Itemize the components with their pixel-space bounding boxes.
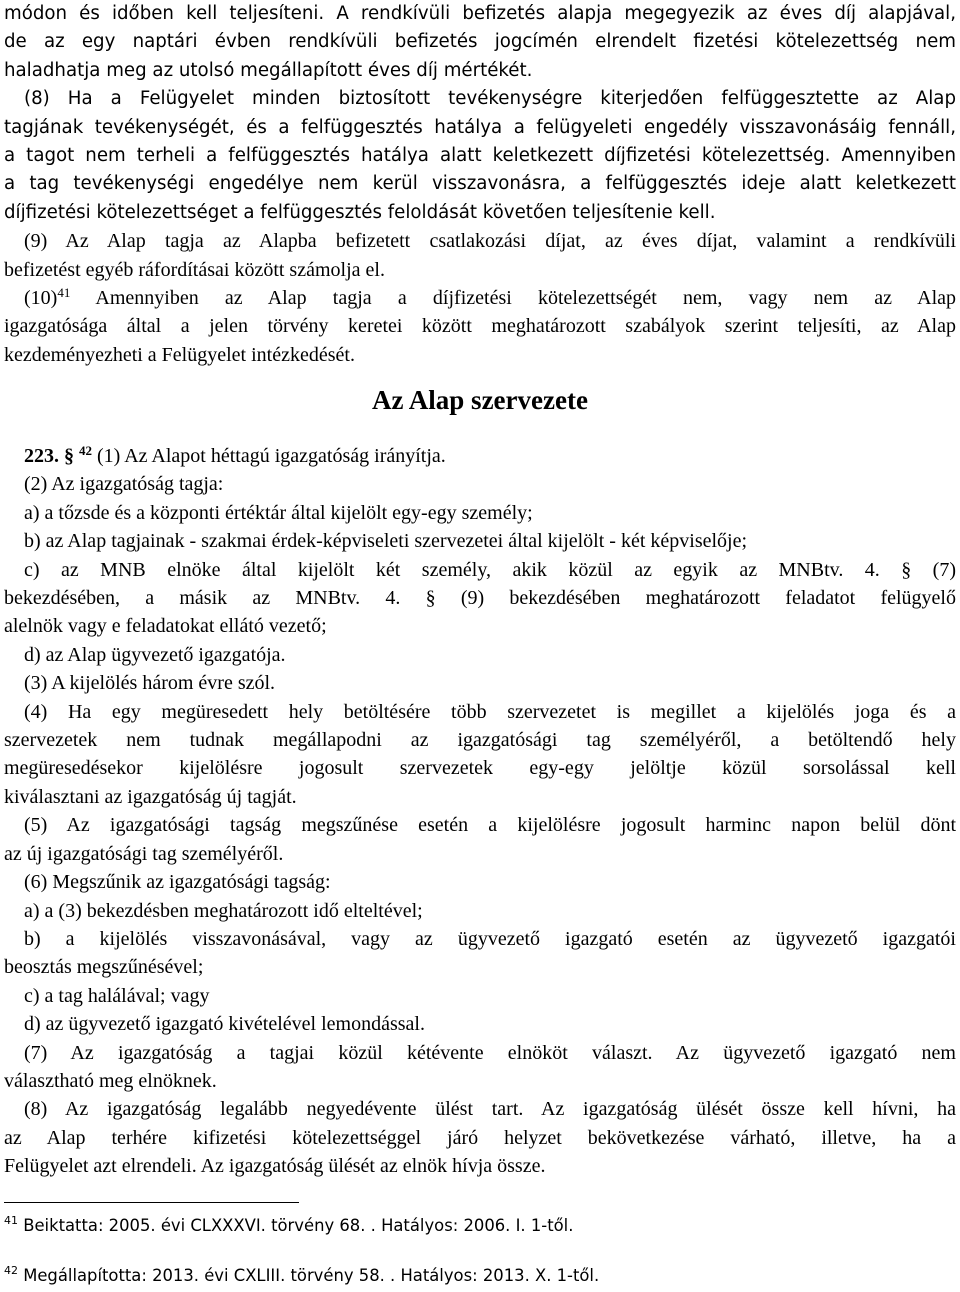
line-text: megüresedésekor kijelölésre jogosult szervezetek egy-egy jelöltje közül sorsolással kell — [4, 757, 956, 780]
line-text: (9) Az Alap tagja az Alapba befizetett csatlakozási díjat, az éves díjat, valamint a rendkívüli — [24, 230, 956, 253]
text-line — [4, 85, 956, 113]
line-text: befizetést egyéb ráfordításai között számolja el. — [4, 258, 385, 281]
text-line — [4, 57, 956, 85]
footnote-42 — [4, 1266, 599, 1285]
text-line — [4, 584, 956, 612]
footnote-text: Beiktatta: 2005. évi CLXXXVI. törvény 68. . Hatályos: 2006. I. 1-től. — [18, 1216, 574, 1235]
footnote-number: 41 — [4, 1214, 18, 1227]
text-line — [4, 199, 956, 227]
line-text: (4) Ha egy megüresedett hely betöltésére több szervezetet is megillet a kijelölés joga és a — [24, 700, 956, 723]
line-text: a tagot nem terheli a felfüggesztés hatálya alatt keletkezett díjfizetési kötelezettség. Amennyiben — [4, 145, 956, 167]
footnote-ref: 41 — [57, 285, 71, 301]
text-line — [4, 783, 956, 811]
text-line — [4, 1124, 956, 1152]
line-text: de az egy naptári évben rendkívüli befizetés jogcímén elrendelt fizetési kötelezettség nem — [4, 31, 956, 53]
text-line — [4, 754, 956, 782]
line-text: bekezdésében, a másik az MNBtv. 4. § (9) bekezdésében meghatározott feladatot felügyelő — [4, 587, 956, 610]
text-line — [4, 612, 956, 640]
text-line — [4, 925, 956, 953]
section-heading: Az Alap szervezete — [372, 385, 588, 415]
line-text: Felügyelet azt elrendeli. Az igazgatóság ülését az elnök hívja össze. — [4, 1155, 546, 1178]
line-text: b) az Alap tagjainak - szakmai érdek-képviseleti szervezetei által kijelölt - két képviselője; — [24, 530, 748, 553]
line-text: a) a tőzsde és a központi értéktár által kijelölt egy-egy személy; — [24, 501, 533, 524]
text-line — [4, 527, 956, 555]
text-line — [4, 641, 956, 669]
section-mark: § — [64, 445, 74, 467]
line-text: beosztás megszűnésével; — [4, 956, 204, 979]
line-text: (8) Az igazgatóság legalább negyedévente ülést tart. Az igazgatóság ülését össze kell hívni, ha — [24, 1098, 956, 1121]
text-line — [4, 897, 956, 925]
footnote-ref: 42 — [79, 443, 92, 458]
text-line — [4, 556, 956, 584]
line-text: választható meg elnöknek. — [4, 1069, 217, 1092]
footnote-separator — [4, 1202, 299, 1203]
line-text: kiválasztani az igazgatóság új tagját. — [4, 785, 297, 808]
line-text: haladhatja meg az utolsó megállapított éves díj mértékét. — [4, 59, 533, 81]
text-line — [4, 1095, 956, 1123]
text-line — [4, 114, 956, 142]
line-text: (7) Az igazgatóság a tagjai közül kétévente elnököt választ. Az ügyvezető igazgató nem — [24, 1041, 956, 1064]
text-line — [4, 982, 956, 1010]
text-line — [4, 868, 956, 896]
line-text: (8) Ha a Felügyelet minden biztosított tevékenységre kiterjedően felfüggesztette az Alap — [24, 88, 956, 110]
text-line — [4, 698, 956, 726]
line-text: c) az MNB elnöke által kijelölt két személy, akik közül az egyik az MNBtv. 4. § (7) — [24, 558, 956, 581]
section-header-line — [4, 442, 956, 470]
text-line — [4, 1067, 956, 1095]
body-text-top — [4, 0, 956, 284]
line-text: tagjának tevékenységét, és a felfüggesztés hatálya a felügyeleti engedély visszavonásáig fennáll, — [4, 116, 956, 138]
line-text: alelnök vagy e feladatokat ellátó vezető; — [4, 615, 327, 638]
text-line — [4, 28, 956, 56]
line-text: (6) Megszűnik az igazgatósági tagság: — [24, 871, 331, 894]
section-number: 223. — [24, 445, 59, 467]
line-text: az Alap terhére kifizetési kötelezettséggel járó helyzet bekövetkezése várható, illetve, ha a — [4, 1126, 956, 1149]
text-line — [4, 669, 956, 697]
text-line — [4, 811, 956, 839]
text-line — [4, 170, 956, 198]
line-text: az új igazgatósági tag személyéről. — [4, 842, 284, 865]
section-lines — [4, 470, 956, 1180]
line-text: Amennyiben az Alap tagja a díjfizetési kötelezettségét nem, vagy nem az Alap — [70, 287, 956, 310]
text-line — [4, 227, 956, 255]
line-text: díjfizetési kötelezettséget a felfüggesztés feloldását követően teljesítenie kell. — [4, 201, 716, 223]
line-text: b) a kijelölés visszavonásával, vagy az ügyvezető igazgató esetén az ügyvezető igazgatói — [24, 927, 956, 950]
line-text: c) a tag halálával; vagy — [24, 984, 210, 1007]
text-line — [4, 953, 956, 981]
text-line — [4, 840, 956, 868]
line-text: d) az ügyvezető igazgató kivételével lemondással. — [24, 1013, 425, 1036]
footnote-41 — [4, 1216, 573, 1235]
footnote-number: 42 — [4, 1264, 18, 1277]
line-text: (3) A kijelölés három évre szól. — [24, 672, 276, 695]
line-text: (1) Az Alapot héttagú igazgatóság irányítja. — [92, 445, 446, 467]
paragraph-10 — [4, 284, 956, 369]
text-line: igazgatósága által a jelen törvény keretei között meghatározott szabályok szerint teljesíti, az Alap — [4, 315, 956, 338]
line-text: a tag tevékenységi engedélye nem kerül visszavonásra, a felfüggesztés ideje alatt keletkezett — [4, 173, 956, 195]
text-line: kezdeményezheti a Felügyelet intézkedését. — [4, 343, 355, 366]
body-text-section-223 — [4, 442, 956, 1181]
line-text: módon és időben kell teljesíteni. A rendkívüli befizetés alapja megegyezik az éves díj alapjával, — [4, 3, 956, 24]
footnote-text: Megállapította: 2013. évi CXLIII. törvény 58. . Hatályos: 2013. X. 1-től. — [18, 1266, 600, 1285]
document-page — [4, 0, 956, 1285]
line-text: a) a (3) bekezdésben meghatározott idő elteltével; — [24, 899, 423, 922]
text-line — [4, 1152, 956, 1180]
line-text: (2) Az igazgatóság tagja: — [24, 473, 224, 496]
paragraph-number: (10) — [24, 287, 58, 310]
text-line — [4, 142, 956, 170]
line-text: szervezetek nem tudnak megállapodni az igazgatósági tag személyéről, a betöltendő hely — [4, 729, 956, 752]
text-line — [4, 1039, 956, 1067]
text-line — [4, 726, 956, 754]
text-line — [4, 499, 956, 527]
line-text: (5) Az igazgatósági tagság megszűnése esetén a kijelölésre jogosult harminc napon belül dönt — [24, 814, 956, 837]
text-line — [4, 0, 956, 28]
text-line — [4, 470, 956, 498]
text-line — [4, 256, 956, 284]
text-line — [4, 1010, 956, 1038]
text-line — [4, 284, 956, 312]
line-text: d) az Alap ügyvezető igazgatója. — [24, 643, 286, 666]
